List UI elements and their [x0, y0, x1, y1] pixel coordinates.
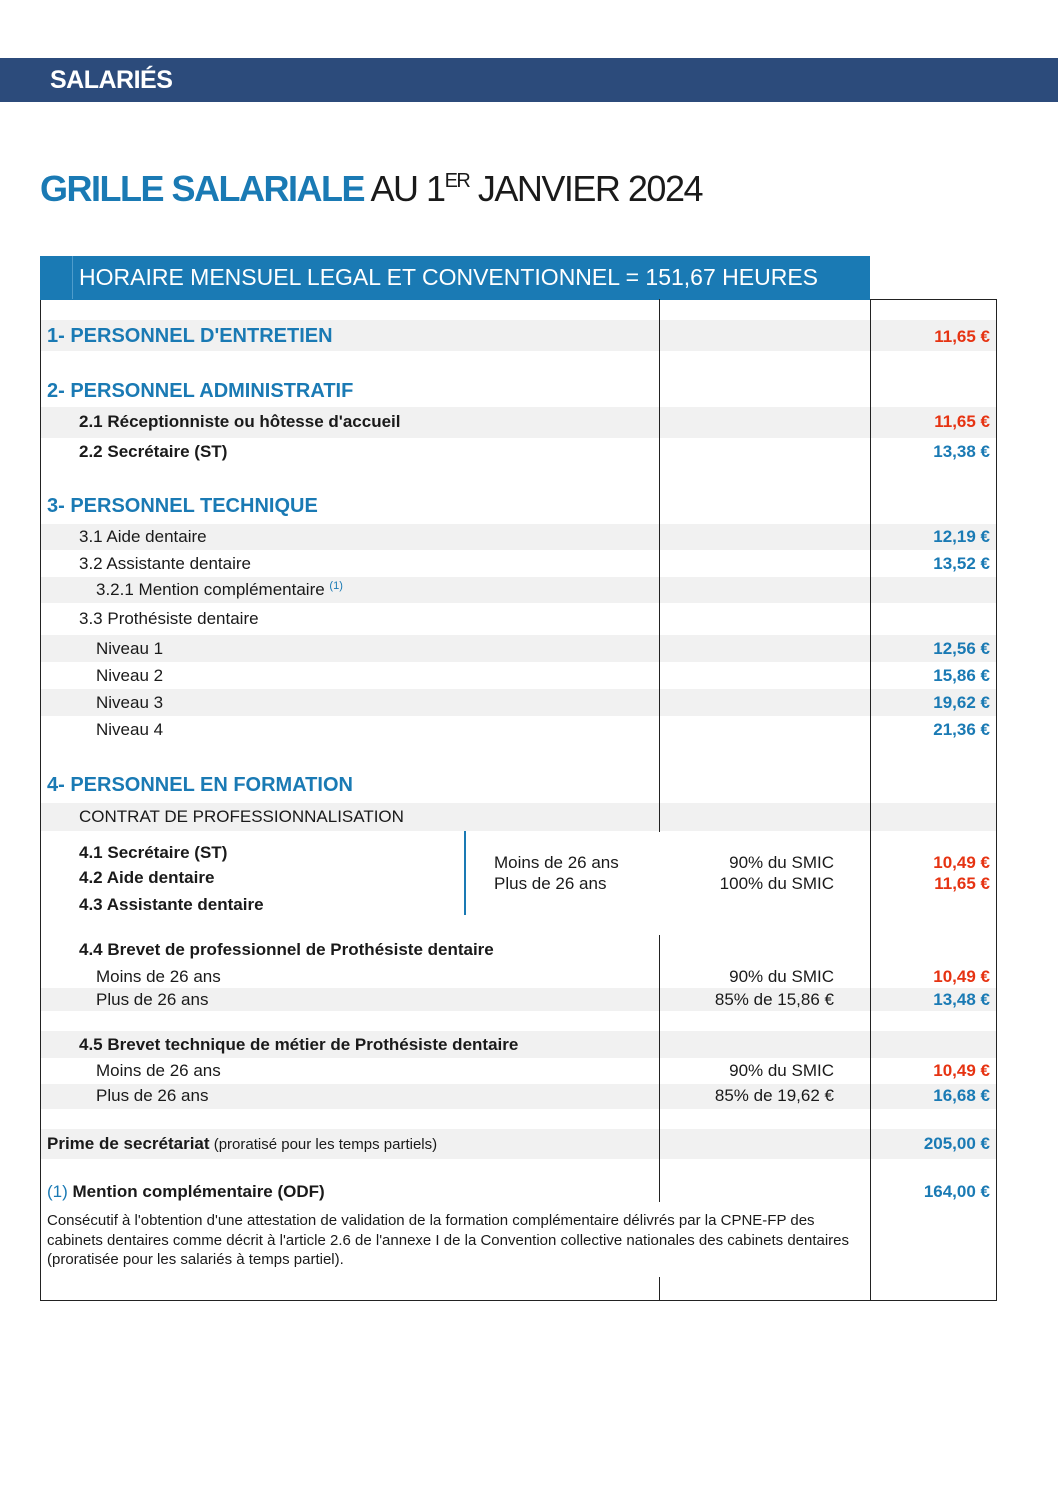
price-value: 12,19 € — [933, 527, 990, 546]
price-value: 11,65 € — [934, 327, 990, 346]
table-border-bottom — [40, 1300, 997, 1301]
prime-row — [47, 1134, 437, 1154]
age-label: Moins de 26 ans — [96, 1061, 221, 1080]
row-label: Niveau 2 — [96, 666, 164, 685]
row-label: 4.1 Secrétaire (ST) — [79, 843, 228, 862]
title-sup: ER — [444, 170, 470, 192]
age-label: Plus de 26 ans — [96, 990, 209, 1009]
header-text: HORAIRE MENSUEL LEGAL ET CONVENTIONNEL = 151,67 HEURES — [79, 264, 818, 290]
row-label: Niveau 4 — [96, 720, 164, 739]
rate-value: 100% du SMIC — [719, 874, 834, 893]
rate-value: 90% du SMIC — [729, 853, 834, 872]
mention-label: Mention complémentaire (ODF) — [67, 1182, 325, 1201]
row-label: 4.5 Brevet technique de métier de Prothésiste dentaire — [79, 1035, 519, 1054]
rate-value: 85% de 19,62 € — [714, 1086, 834, 1105]
footnote-ref: (1) — [329, 580, 343, 592]
age-label: Moins de 26 ans — [494, 853, 619, 872]
row-label: CONTRAT DE PROFESSIONNALISATION — [79, 807, 404, 826]
row-label: 3.1 Aide dentaire — [79, 527, 207, 546]
row-label: 4.3 Assistante dentaire — [79, 895, 264, 914]
price-value: 12,56 € — [933, 639, 990, 658]
footnote-text: Consécutif à l'obtention d'une attestation de validation de la formation complémentaire délivrés par la CPNE-FP des cabinets dentaires comme décrit à l'article 2.6 de l'annexe I de la Convention collective nationales des cabinets dentaires (proratisée pour les salariés à temps partiel). — [47, 1212, 850, 1268]
table-border-left — [40, 299, 41, 1301]
age-label: Plus de 26 ans — [494, 874, 607, 893]
price-value: 205,00 € — [923, 1134, 990, 1153]
table-border-top-right — [870, 299, 997, 300]
table-border-right — [996, 299, 997, 1301]
section-title: 1- PERSONNEL D'ENTRETIEN — [47, 325, 333, 347]
section-title: 3- PERSONNEL TECHNIQUE — [47, 495, 318, 517]
row-label: 2.1 Réceptionniste ou hôtesse d'accueil — [79, 412, 401, 431]
row-stripe — [41, 635, 997, 662]
price-value: 21,36 € — [933, 720, 990, 739]
row-label: 4.4 Brevet de professionnel de Prothésiste dentaire — [79, 940, 494, 959]
price-value: 10,49 € — [933, 853, 990, 872]
row-label: Niveau 1 — [96, 639, 164, 658]
title-post: JANVIER 2024 — [469, 168, 702, 209]
section-banner — [0, 58, 1058, 102]
row-label-with-note — [96, 580, 343, 600]
age-label: Moins de 26 ans — [96, 967, 221, 986]
row-label: 3.2.1 Mention complémentaire — [96, 580, 325, 599]
price-value: 13,48 € — [933, 990, 990, 1009]
price-value: 16,68 € — [933, 1086, 990, 1105]
title-bold: GRILLE SALARIALE — [40, 168, 364, 209]
row-label: Niveau 3 — [96, 693, 164, 712]
price-value: 13,38 € — [933, 442, 990, 461]
rate-value: 85% de 15,86 € — [714, 990, 834, 1009]
banner-label: SALARIÉS — [50, 66, 173, 94]
header-separator — [72, 256, 73, 299]
prime-note: (proratisé pour les temps partiels) — [209, 1136, 438, 1153]
column-divider-mid — [659, 935, 660, 1202]
footnote-ref: (1) — [47, 1182, 68, 1201]
price-value: 11,65 € — [934, 412, 990, 431]
mention-row — [47, 1182, 325, 1202]
column-divider-mid — [659, 1277, 660, 1301]
group-divider — [464, 831, 466, 915]
row-label: 3.2 Assistante dentaire — [79, 554, 252, 573]
row-label: 2.2 Secrétaire (ST) — [79, 442, 228, 461]
column-divider-mid — [659, 299, 660, 832]
title-pre: AU 1 — [364, 168, 445, 209]
age-label: Plus de 26 ans — [96, 1086, 209, 1105]
rate-value: 90% du SMIC — [729, 1061, 834, 1080]
price-value: 164,00 € — [923, 1182, 990, 1201]
price-value: 10,49 € — [933, 1061, 990, 1080]
section-title: 2- PERSONNEL ADMINISTRATIF — [47, 380, 354, 402]
row-label: 4.2 Aide dentaire — [79, 868, 215, 887]
page-title — [40, 168, 702, 210]
price-value: 10,49 € — [933, 967, 990, 986]
price-value: 15,86 € — [933, 666, 990, 685]
column-divider-price — [870, 299, 871, 1301]
price-value: 13,52 € — [933, 554, 990, 573]
price-value: 11,65 € — [934, 874, 990, 893]
row-label: 3.3 Prothésiste dentaire — [79, 609, 259, 628]
table-header-bar — [40, 256, 870, 299]
section-title: 4- PERSONNEL EN FORMATION — [47, 774, 353, 796]
rate-value: 90% du SMIC — [729, 967, 834, 986]
price-value: 19,62 € — [933, 693, 990, 712]
row-stripe — [41, 689, 997, 716]
prime-label: Prime de secrétariat — [47, 1134, 210, 1153]
table-border-top — [40, 299, 870, 300]
